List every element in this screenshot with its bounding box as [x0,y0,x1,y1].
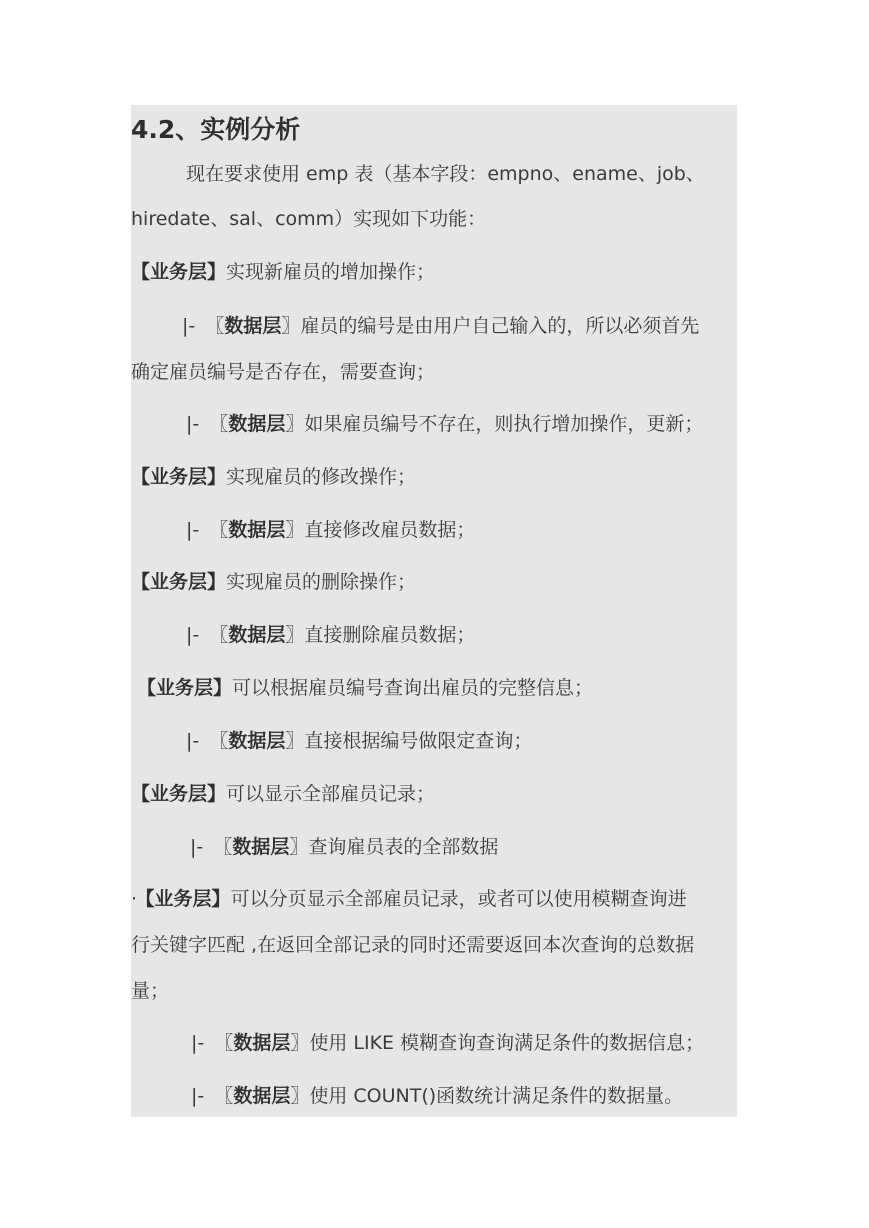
data-layer-label: 数据层 [233,1032,291,1054]
data-item-text: 如果雇员编号不存在，则执行增加操作，更新； [304,413,704,435]
content-panel [131,105,737,1117]
data-item-text: 直接修改雇员数据； [304,519,476,541]
data-item-like-query [191,1030,704,1056]
business-item-paging-cont2: 量； [131,980,170,1002]
data-item-list-all [190,834,498,860]
pipe-marker: |- [182,315,196,337]
data-layer-label: 数据层 [228,730,286,752]
data-item-insert [186,411,703,437]
data-item-text: 直接删除雇员数据； [304,624,476,646]
data-item-check-id-cont: 确定雇员编号是否存在，需要查询； [131,361,436,383]
data-layer-label: 数据层 [228,519,286,541]
data-item-text: 雇员的编号是由用户自己输入的，所以必须首先 [300,315,700,337]
intro-line-1: 现在要求使用 emp 表（基本字段：empno、ename、job、 [186,163,705,185]
bracket-close: 〗 [290,1085,310,1107]
data-item-check-id [182,313,699,339]
business-item-text: 可以根据雇员编号查询出雇员的完整信息； [232,677,594,699]
data-item-text: 使用 LIKE 模糊查询查询满足条件的数据信息； [309,1032,705,1054]
pipe-marker: |- [186,624,200,646]
bracket-open: 〖 [209,413,229,435]
data-layer-label: 数据层 [228,413,286,435]
data-item-update [186,517,475,543]
business-item-paging [131,886,687,912]
business-item-text: 可以分页显示全部雇员记录，或者可以使用模糊查询进 [230,888,687,910]
business-item-text: 可以显示全部雇员记录； [226,783,436,805]
data-item-count [191,1083,683,1109]
pipe-marker: |- [191,1085,205,1107]
pipe-marker: |- [186,730,200,752]
bracket-open: 〖 [213,836,233,858]
business-item-text: 实现雇员的删除操作； [226,571,417,593]
bracket-close: 〗 [285,519,305,541]
data-item-text: 直接根据编号做限定查询； [304,730,533,752]
business-layer-label: 【业务层】 [137,677,233,699]
business-layer-label: 【业务层】 [131,571,227,593]
business-item-text: 实现雇员的修改操作； [226,466,417,488]
business-item-list-all [131,781,435,807]
data-layer-label: 数据层 [224,315,282,337]
business-layer-label: 【业务层】 [131,783,227,805]
section-heading: 4.2、实例分析 [131,115,301,144]
pipe-marker: |- [190,836,204,858]
bracket-close: 〗 [285,624,305,646]
bracket-open: 〖 [214,1032,234,1054]
business-layer-label: 【业务层】 [131,466,227,488]
data-layer-label: 数据层 [233,1085,291,1107]
bracket-close: 〗 [290,1032,310,1054]
pipe-marker: |- [186,519,200,541]
business-item-delete [131,569,416,595]
business-item-text: 实现新雇员的增加操作； [226,261,436,283]
data-item-delete [186,622,475,648]
business-layer-label: 【业务层】 [131,261,227,283]
pipe-marker: |- [186,413,200,435]
business-item-query-by-id [137,675,593,701]
bracket-open: 〖 [209,624,229,646]
bracket-close: 〗 [289,836,309,858]
business-layer-label: 【业务层】 [145,888,231,910]
bracket-close: 〗 [285,730,305,752]
bracket-open: 〖 [209,519,229,541]
pipe-marker: |- [191,1032,205,1054]
bracket-close: 〗 [281,315,301,337]
data-item-text: 查询雇员表的全部数据 [308,836,499,858]
data-item-query-by-id [186,728,532,754]
bracket-close: 〗 [285,413,305,435]
data-layer-label: 数据层 [232,836,290,858]
data-item-text: 使用 COUNT()函数统计满足条件的数据量。 [309,1085,684,1107]
bracket-open: 〖 [209,730,229,752]
bracket-open: 〖 [214,1085,234,1107]
intro-line-2: hiredate、sal、comm）实现如下功能： [131,208,487,230]
bullet-dot: · [131,888,138,910]
business-item-paging-cont: 行关键字匹配 ,在返回全部记录的同时还需要返回本次查询的总数据 [131,934,695,956]
bracket-open: 〖 [205,315,225,337]
data-layer-label: 数据层 [228,624,286,646]
business-item-add [131,259,435,285]
business-item-update [131,464,416,490]
